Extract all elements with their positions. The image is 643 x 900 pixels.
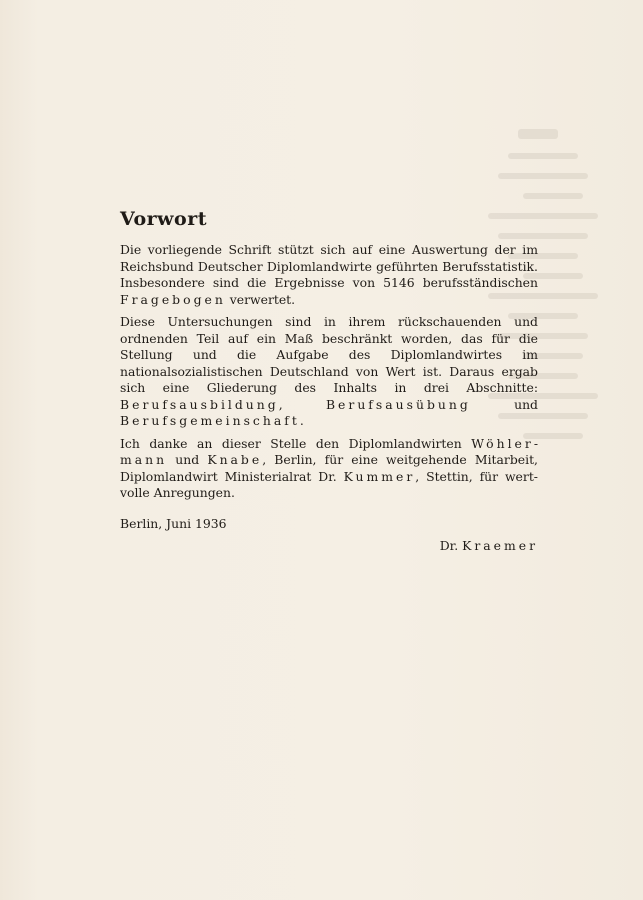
place-date: Berlin, Juni 1936 bbox=[120, 515, 227, 531]
paragraph-text: . bbox=[299, 413, 304, 428]
spaced-word: Berufsausübung bbox=[325, 396, 471, 412]
paragraph-3 bbox=[120, 436, 538, 502]
paragraph-text: und bbox=[470, 396, 538, 412]
spaced-word: Kummer bbox=[343, 468, 416, 484]
spaced-word: Wöhlermann bbox=[120, 435, 538, 467]
foreword-section bbox=[120, 208, 538, 554]
foreword-heading: Vorwort bbox=[120, 208, 207, 230]
paragraph-text: Ich danke an dieser Stelle den Diplomlandwirten bbox=[120, 435, 472, 451]
paragraph-text: , Berlin, für eine weitgehende Mitarbeit, Diplomlandwirt Ministerialrat Dr. bbox=[120, 452, 538, 484]
spaced-word: Berufsausbildung bbox=[120, 396, 279, 412]
spaced-word: Knabe bbox=[207, 452, 263, 467]
signature-name: Kraemer bbox=[462, 537, 538, 553]
signature-title: Dr. bbox=[439, 537, 463, 553]
paragraph-text: Die vorliegende Schrift stützt sich auf eine Auswertung der im Reichsbund Deutscher Diplomlandwirte geführten Berufsstatistik. Insbesondere sind die Ergebnisse von 5146 berufsständischen bbox=[120, 242, 538, 290]
paragraph-text: Diese Untersuchungen sind in ihrem rückschauenden und ordnenden Teil auf ein Maß beschränkt worden, das für die Stellung und die Aufgabe des Diplomlandwirtes im nationalsozialistischen Deutschland von Wert ist. Daraus ergab sich eine Gliederung des Inhalts in drei Abschnitte: bbox=[120, 314, 538, 395]
spaced-word: Fragebogen bbox=[120, 291, 226, 307]
paragraph-1 bbox=[120, 242, 538, 308]
paragraph-2 bbox=[120, 314, 538, 430]
paragraph-text: verwertet. bbox=[225, 291, 296, 307]
spaced-word: Berufsgemeinschaft bbox=[120, 413, 300, 428]
paragraph-text: , Stettin, für wertvolle Anregungen. bbox=[120, 468, 538, 500]
paragraph-text: und bbox=[167, 452, 208, 467]
paragraph-text: , bbox=[278, 396, 326, 412]
signature bbox=[120, 538, 538, 554]
